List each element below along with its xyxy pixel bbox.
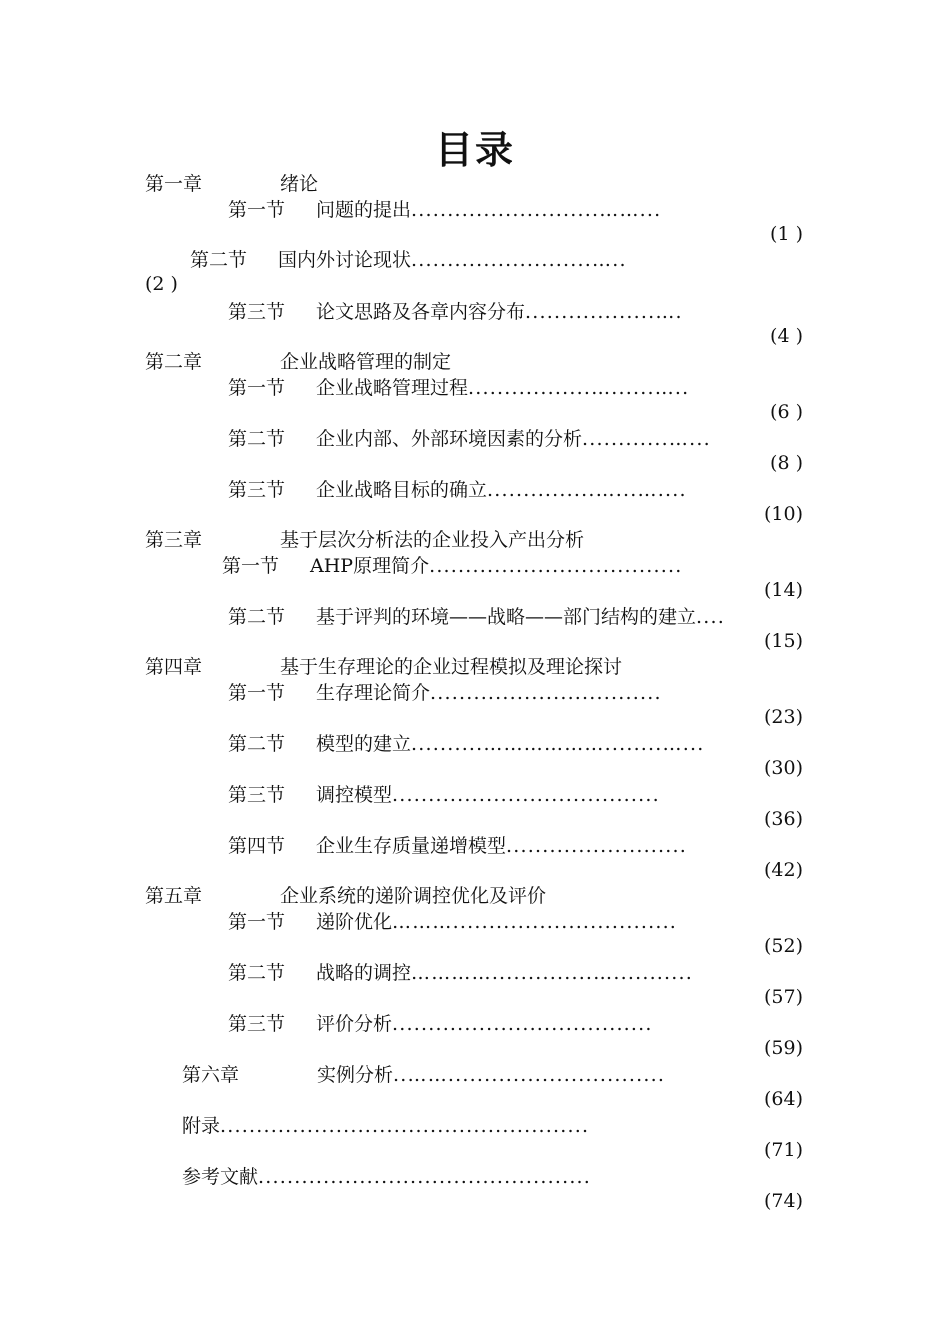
section-title: 企业战略目标的确立: [316, 479, 488, 501]
dot-leader: …………..............…...........: [411, 962, 694, 984]
page-number: (57): [763, 986, 803, 1008]
section-label: 第一节: [228, 199, 286, 221]
dot-leader: .........................…..: [411, 249, 627, 271]
dot-leader: ..................….: [525, 301, 683, 323]
page-number: (52): [763, 935, 803, 957]
dot-leader: ...............…...…....: [487, 479, 687, 501]
dot-leader: ....................................: [392, 1013, 653, 1035]
section-label: 第三节: [228, 479, 286, 501]
chapter-label: 第三章: [145, 529, 203, 551]
section-label: 第二节: [228, 733, 286, 755]
section-label: 第三节: [228, 784, 286, 806]
section-label: 第二节: [228, 962, 286, 984]
toc-entry-3-2[interactable]: [228, 605, 725, 629]
page-number: (74): [763, 1190, 803, 1212]
chapter-label: 第五章: [145, 885, 203, 907]
toc-entry-1-1[interactable]: [228, 198, 661, 222]
section-label: 第二节: [228, 606, 286, 628]
section-title: 国内外讨论现状: [278, 249, 412, 271]
section-label: 第一节: [228, 682, 286, 704]
toc-entry-1-2[interactable]: [190, 248, 627, 272]
dot-leader: .................…......…..: [468, 377, 690, 399]
section-label: 第四节: [228, 835, 286, 857]
toc-entry-5-1[interactable]: [228, 910, 677, 934]
section-title: 模型的建立: [316, 733, 412, 755]
toc-entry-4-2[interactable]: [228, 732, 704, 756]
section-label: 第一节: [228, 911, 286, 933]
toc-chapter-3[interactable]: [145, 528, 584, 552]
page-title: 目录: [434, 128, 515, 172]
toc-entry-2-1[interactable]: [228, 376, 689, 400]
section-title: 企业内部、外部环境因素的分析: [316, 428, 583, 450]
toc-entry-4-3[interactable]: [228, 783, 660, 807]
appendix-title: 附录: [182, 1115, 221, 1137]
page-number: (23): [763, 706, 803, 728]
chapter-title: 绪论: [280, 173, 319, 195]
toc-chapter-4[interactable]: [145, 655, 622, 679]
chapter-title: 企业战略管理的制定: [280, 351, 452, 373]
dot-leader: ....: [696, 606, 725, 628]
dot-leader: ...................................: [429, 555, 683, 577]
toc-entry-appendix[interactable]: [182, 1114, 589, 1138]
page-number: (15): [763, 630, 803, 652]
dot-leader: .....................................: [392, 784, 660, 806]
page-number: (8 ): [770, 452, 803, 474]
chapter-label: 第一章: [145, 173, 203, 195]
page-number: (42): [763, 859, 803, 881]
dot-leader: ..……..............................: [393, 1064, 666, 1086]
toc-entry-4-4[interactable]: [228, 834, 687, 858]
page-number: (4 ): [770, 325, 803, 347]
section-label: 第二节: [228, 428, 286, 450]
chapter-title: 企业系统的递阶调控优化及评价: [280, 885, 547, 907]
chapter-title: 基于层次分析法的企业投入产出分析: [280, 529, 585, 551]
section-label: 第一节: [228, 377, 286, 399]
references-title: 参考文献: [182, 1166, 259, 1188]
toc-entry-1-3[interactable]: [228, 300, 683, 324]
toc-entry-3-1[interactable]: [222, 554, 682, 578]
page-number: (30): [763, 757, 803, 779]
dot-leader: ...................................................: [220, 1115, 590, 1137]
chapter-label: 第四章: [145, 656, 203, 678]
section-title: 基于评判的环境——战略——部门结构的建立: [316, 606, 697, 628]
section-title: 企业战略管理过程: [316, 377, 469, 399]
dot-leader: ..........………………........…...: [411, 733, 705, 755]
dot-leader: ………...............................: [392, 911, 678, 933]
toc-entry-5-2[interactable]: [228, 961, 693, 985]
section-label: 第三节: [228, 1013, 286, 1035]
chapter-label: 第二章: [145, 351, 203, 373]
page-number: (1 ): [770, 223, 803, 245]
section-title: 论文思路及各章内容分布: [316, 301, 526, 323]
toc-entry-4-1[interactable]: [228, 681, 662, 705]
page-number: (2 ): [145, 273, 178, 295]
toc-chapter-6[interactable]: [182, 1063, 665, 1087]
section-title: 战略的调控: [316, 962, 412, 984]
toc-entry-2-2[interactable]: [228, 427, 711, 451]
toc-chapter-5[interactable]: [145, 884, 546, 908]
section-title: 企业生存质量递增模型: [316, 835, 507, 857]
toc-chapter-2[interactable]: [145, 350, 451, 374]
page-number: (59): [763, 1037, 803, 1059]
page-number: (64): [763, 1088, 803, 1110]
chapter-title: 基于生存理论的企业过程模拟及理论探讨: [280, 656, 623, 678]
dot-leader: .........................: [506, 835, 688, 857]
section-title: AHP原理简介: [310, 555, 430, 577]
page-number: (10): [763, 503, 803, 525]
dot-leader: ..............................................: [258, 1166, 592, 1188]
section-title: 生存理论简介: [316, 682, 431, 704]
section-title: 问题的提出: [316, 199, 412, 221]
section-title: 评价分析: [316, 1013, 393, 1035]
toc-chapter-1[interactable]: [145, 172, 318, 196]
page-number: (71): [763, 1139, 803, 1161]
toc-entry-2-3[interactable]: [228, 478, 687, 502]
section-title: 递阶优化: [316, 911, 393, 933]
page-number: (6 ): [770, 401, 803, 423]
dot-leader: ............…...: [582, 428, 711, 450]
page-number: (14): [763, 579, 803, 601]
section-label: 第一节: [222, 555, 280, 577]
section-title: 调控模型: [316, 784, 393, 806]
page-number: (36): [763, 808, 803, 830]
toc-entry-references[interactable]: [182, 1165, 591, 1189]
chapter-title: 实例分析: [317, 1064, 394, 1086]
toc-entry-5-3[interactable]: [228, 1012, 653, 1036]
dot-leader: ..........................……...: [411, 199, 662, 221]
section-label: 第二节: [190, 249, 248, 271]
section-label: 第三节: [228, 301, 286, 323]
dot-leader: ................................: [430, 682, 662, 704]
chapter-label: 第六章: [182, 1064, 240, 1086]
